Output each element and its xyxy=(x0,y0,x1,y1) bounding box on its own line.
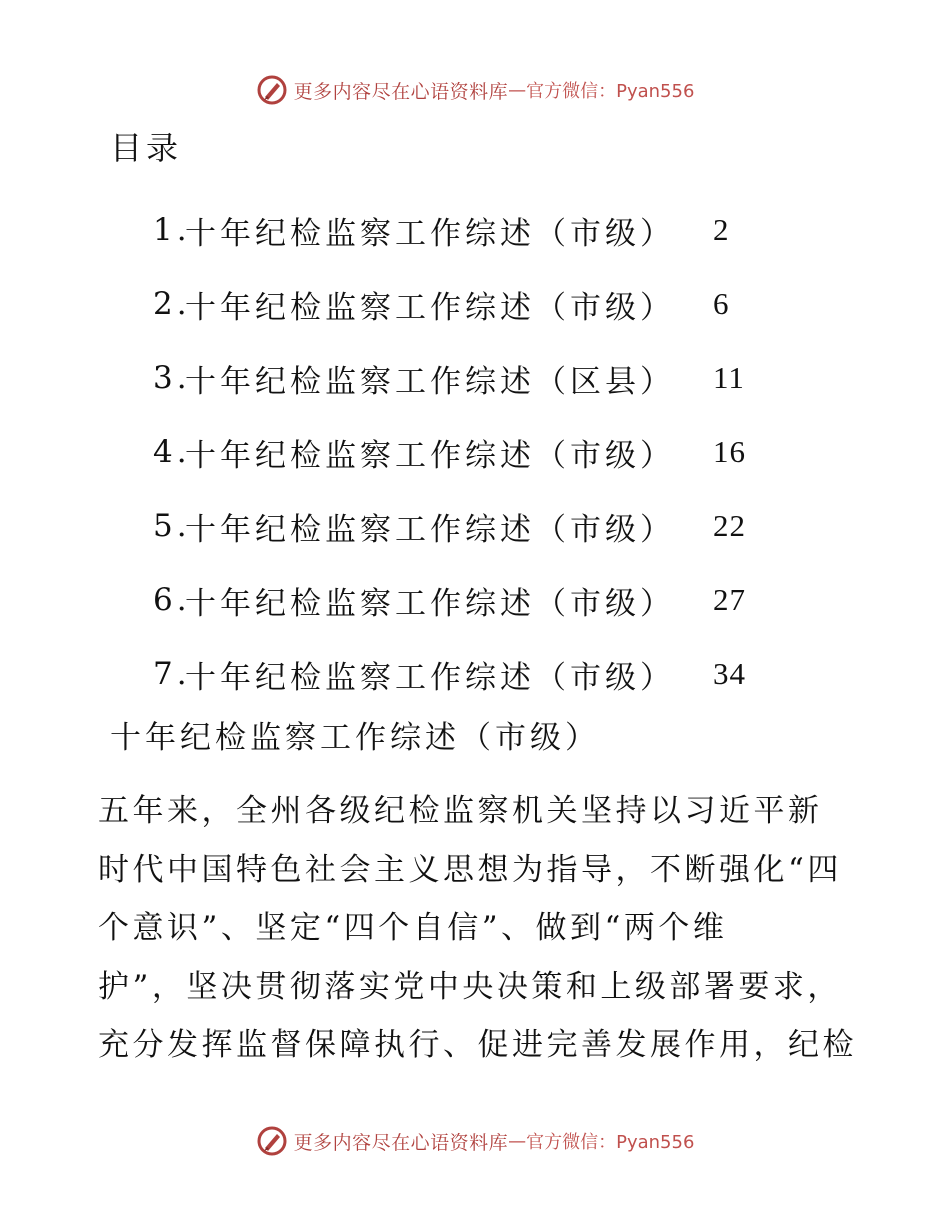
pen-logo-icon xyxy=(256,1125,288,1157)
toc-list xyxy=(153,193,773,711)
toc-item-page: 22 xyxy=(713,508,746,543)
watermark-wechat: 官方微信：Pyan556 xyxy=(526,1132,695,1153)
watermark-wechat: 官方微信：Pyan556 xyxy=(526,81,695,102)
body-paragraph xyxy=(98,782,863,1075)
toc-item-page: 27 xyxy=(713,582,746,617)
toc-item[interactable] xyxy=(153,415,773,489)
toc-item-title: 十年纪检监察工作综述（市级） xyxy=(185,659,675,696)
toc-item-page: 34 xyxy=(713,656,746,691)
toc-item-number: 7. xyxy=(153,656,191,692)
toc-item-title: 十年纪检监察工作综述（市级） xyxy=(185,437,675,474)
toc-item-title: 十年纪检监察工作综述（市级） xyxy=(185,289,675,326)
paragraph-line: 个意识”、坚定“四个自信”、做到“两个维 xyxy=(98,910,728,946)
toc-item-title: 十年纪检监察工作综述（区县） xyxy=(185,363,675,400)
paragraph-line: 护”，坚决贯彻落实党中央决策和上级部署要求， xyxy=(98,968,842,1005)
toc-item-title: 十年纪检监察工作综述（市级） xyxy=(185,585,675,622)
section-heading: 十年纪检监察工作综述（市级） xyxy=(110,720,600,756)
watermark-text: 更多内容尽在心语资料库 xyxy=(293,80,509,103)
toc-item-title: 十年纪检监察工作综述（市级） xyxy=(185,511,675,548)
toc-item[interactable] xyxy=(153,563,773,637)
paragraph-line: 五年来，全州各级纪检监察机关坚持以习近平新 xyxy=(98,793,823,829)
toc-item-title: 十年纪检监察工作综述（市级） xyxy=(185,215,675,252)
toc-item-number: 1. xyxy=(153,212,191,248)
toc-item[interactable] xyxy=(153,267,773,341)
watermark-separator: — xyxy=(508,1130,527,1152)
toc-title: 目录 xyxy=(110,129,183,167)
toc-item[interactable] xyxy=(153,489,773,563)
paragraph-line: 充分发挥监督保障执行、促进完善发展作用，纪检 xyxy=(98,1027,857,1063)
toc-item-number: 4. xyxy=(153,434,191,470)
toc-item[interactable] xyxy=(153,637,773,711)
pen-logo-icon xyxy=(256,74,288,106)
toc-item-page: 11 xyxy=(713,360,745,395)
toc-item-number: 6. xyxy=(153,582,191,618)
toc-item-page: 2 xyxy=(713,212,730,247)
watermark-separator: — xyxy=(508,79,527,101)
paragraph-line: 时代中国特色社会主义思想为指导，不断强化“四 xyxy=(98,851,842,888)
header-watermark xyxy=(0,70,950,110)
toc-item-number: 2. xyxy=(153,286,191,322)
toc-item-page: 16 xyxy=(713,434,746,469)
watermark-text: 更多内容尽在心语资料库 xyxy=(293,1131,509,1154)
toc-item[interactable] xyxy=(153,341,773,415)
toc-item-number: 5. xyxy=(153,508,191,544)
toc-item[interactable] xyxy=(153,193,773,267)
toc-item-number: 3. xyxy=(153,360,191,396)
toc-item-page: 6 xyxy=(713,286,730,321)
footer-watermark xyxy=(0,1121,950,1161)
